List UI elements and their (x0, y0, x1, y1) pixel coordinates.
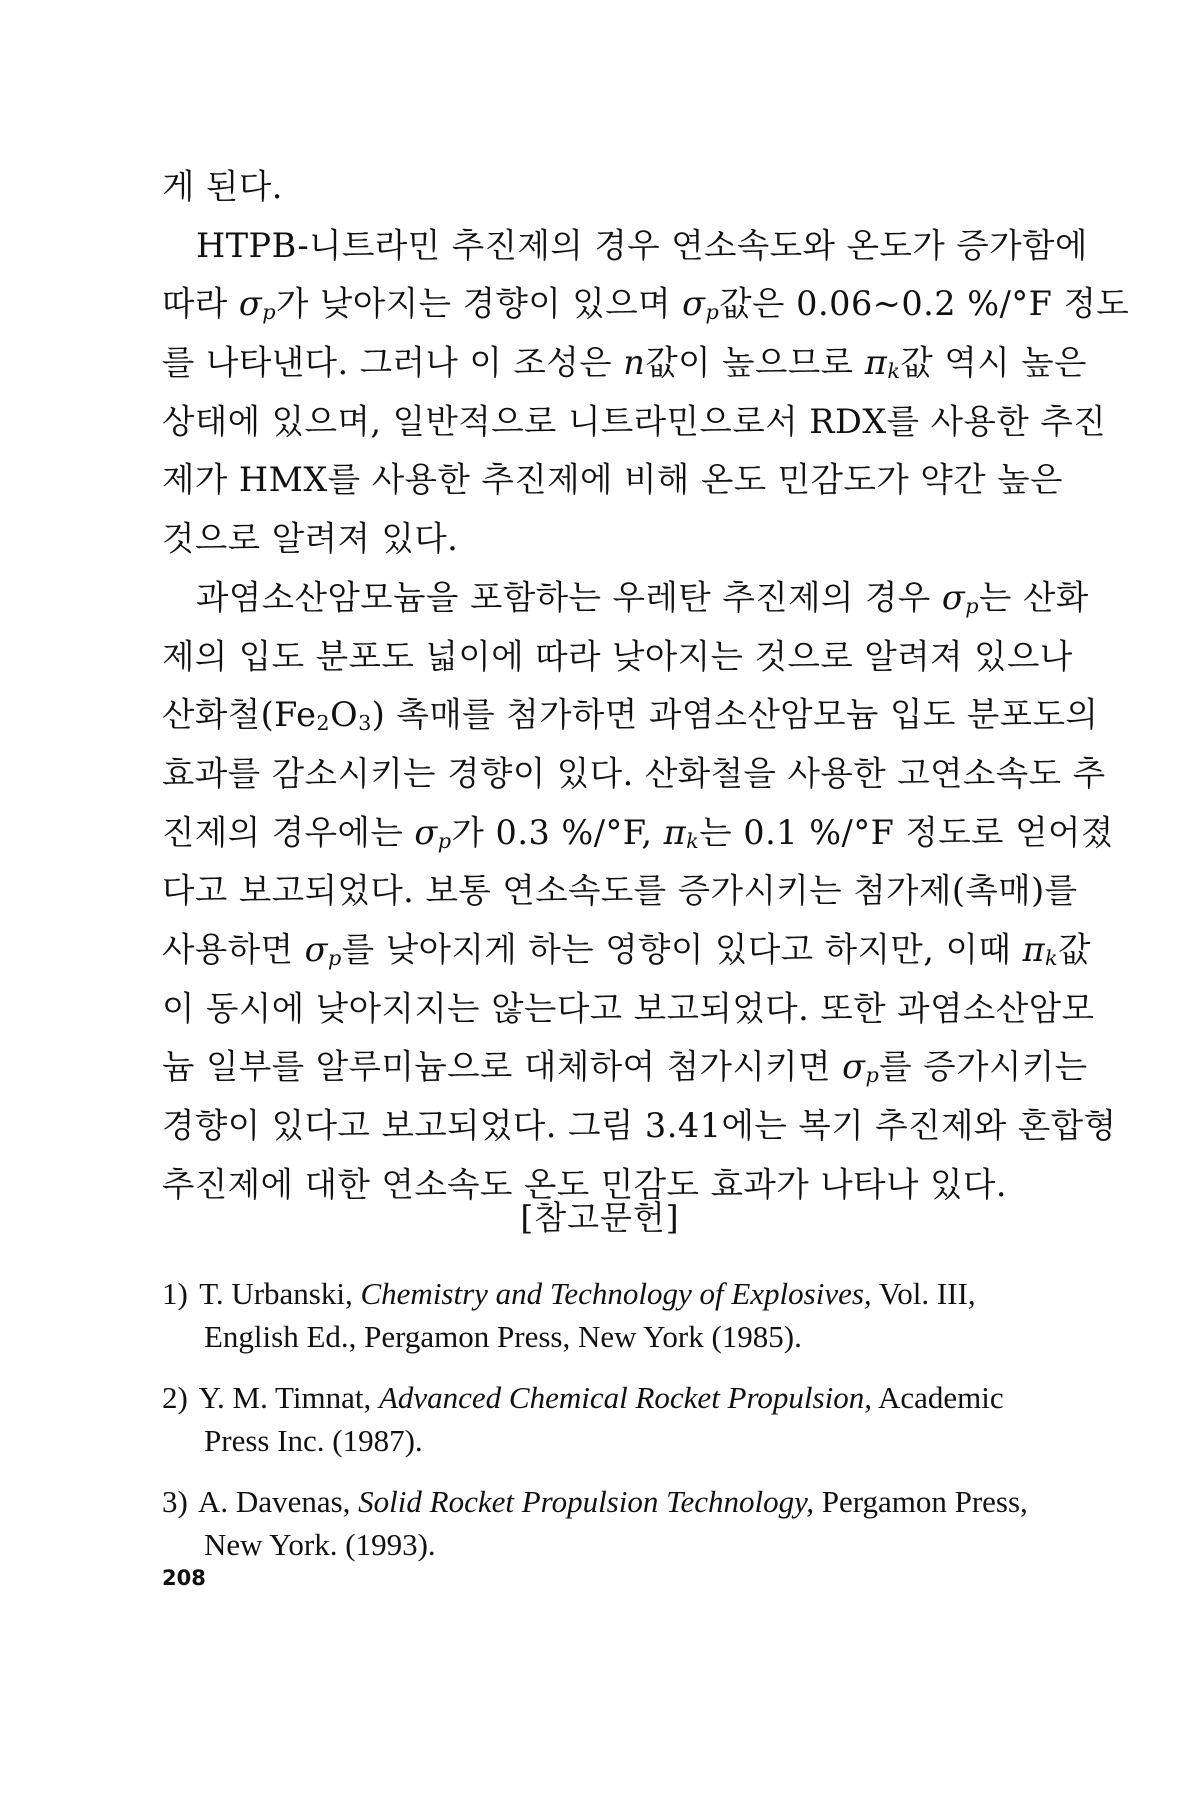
subscript: 2 (316, 711, 331, 736)
text-run: 사용하면 (162, 929, 305, 969)
subscript: p (965, 593, 979, 618)
math-symbol: π (1022, 929, 1045, 969)
text-run: 늄 일부를 알루미늄으로 대체하여 첨가시키면 (162, 1047, 843, 1087)
text-run: O (330, 695, 359, 735)
text-line (162, 451, 1062, 510)
reference-item (162, 1480, 1062, 1566)
reference-number: 3) (162, 1484, 188, 1519)
text-line (162, 334, 1088, 393)
text-run: 게 된다. (162, 167, 283, 206)
text-line (162, 158, 1062, 217)
body-paragraphs (162, 158, 1130, 1214)
text-run: 는 0.1 %/°F 정도로 얻어졌 (699, 812, 1114, 852)
reference-author: T. Urbanski, (199, 1276, 353, 1311)
text-run: 가 낮아지는 경향이 있으며 (276, 284, 683, 324)
text-run: 추진제에 대한 연소속도 온도 민감도 효과가 나타나 있다. (162, 1164, 1007, 1204)
subscript: k (686, 828, 700, 853)
reference-continuation: New York. (1993). (204, 1527, 436, 1562)
text-run: 값은 0.06∼0.2 %/°F 정도 (719, 284, 1130, 324)
text-line (162, 980, 1095, 1039)
text-line (162, 275, 1130, 334)
text-run: 를 낮아지게 하는 영향이 있다고 하지만, 이때 (341, 929, 1023, 969)
text-run: 산화철(Fe (162, 695, 317, 735)
text-run: 진제의 경우에는 (162, 812, 415, 852)
text-run: 값이 높으므로 (645, 343, 865, 383)
reference-item (162, 1376, 1062, 1462)
text-run: 이 동시에 낮아지지는 않는다고 보고되었다. 또한 과염소산암모 (162, 988, 1095, 1028)
subscript: k (1044, 946, 1059, 971)
subscript: 3 (358, 711, 372, 736)
text-run: 과염소산암모늄을 포함하는 우레탄 추진제의 경우 (162, 577, 942, 617)
math-symbol: σ (842, 1047, 866, 1087)
text-run: 상태에 있으며, 일반적으로 니트라민으로서 RDX를 사용한 추진 (162, 401, 1107, 441)
text-run: 효과를 감소시키는 경향이 있다. 산화철을 사용한 고연소속도 추 (162, 753, 1106, 793)
text-run: 다고 보고되었다. 보통 연소속도를 증가시키는 첨가제(촉매)를 (162, 871, 1078, 911)
references-list (162, 1272, 1062, 1584)
subscript: k (887, 359, 901, 384)
text-run: 를 나타낸다. 그러나 이 조성은 (162, 343, 624, 383)
math-symbol: σ (414, 812, 438, 852)
math-symbol: π (864, 343, 888, 383)
text-run: 제의 입도 분포도 넓이에 따라 낮아지는 것으로 알려져 있으나 (162, 636, 1073, 676)
references-heading: [참고문헌] (520, 1198, 680, 1237)
reference-continuation: Press Inc. (1987). (204, 1423, 423, 1458)
math-symbol: σ (941, 577, 966, 617)
text-run: 는 산화 (979, 577, 1089, 617)
reference-author: Y. M. Timnat, (198, 1380, 372, 1415)
text-line (162, 628, 1073, 687)
reference-title: Solid Rocket Propulsion Technology, (358, 1484, 814, 1519)
text-line (162, 745, 1106, 804)
text-line (162, 510, 1062, 569)
reference-item (162, 1272, 1062, 1358)
text-line (162, 686, 1099, 745)
math-symbol: σ (304, 929, 328, 969)
text-line (162, 1097, 1117, 1156)
reference-number: 1) (162, 1276, 188, 1311)
text-run: 를 증가시키는 (879, 1047, 1088, 1087)
reference-continuation: English Ed., Pergamon Press, New York (1985). (204, 1319, 802, 1354)
subscript: p (705, 300, 720, 325)
reference-title: Advanced Chemical Rocket Propulsion, (378, 1380, 872, 1415)
text-line (162, 393, 1107, 452)
text-run: ) 촉매를 첨가하면 과염소산암모늄 입도 분포도의 (371, 695, 1099, 735)
text-run: 따라 (162, 284, 239, 324)
reference-number: 2) (162, 1380, 188, 1415)
text-line (162, 217, 1088, 276)
math-symbol: σ (238, 284, 263, 324)
math-symbol: σ (682, 284, 706, 324)
reference-author: A. Davenas, (198, 1484, 351, 1519)
text-run: 값 (1058, 929, 1091, 969)
subscript: p (262, 300, 277, 325)
subscript: p (437, 828, 452, 853)
text-run: 값 역시 높은 (900, 343, 1088, 383)
text-run: 경향이 있다고 보고되었다. 그림 3.41에는 복기 추진제와 혼합형 (162, 1106, 1117, 1145)
reference-details: Pergamon Press, (821, 1484, 1028, 1519)
text-line (162, 1038, 1088, 1097)
text-line (162, 921, 1091, 980)
reference-title: Chemistry and Technology of Explosives, (360, 1276, 872, 1311)
text-line (162, 804, 1114, 863)
subscript: p (327, 946, 342, 971)
page-number: 208 (162, 1566, 206, 1590)
math-symbol: n (623, 343, 646, 383)
text-run: 것으로 알려져 있다. (162, 519, 459, 559)
text-run: 제가 HMX를 사용한 추진제에 비해 온도 민감도가 약간 높은 (162, 460, 1063, 500)
math-symbol: π (663, 812, 687, 852)
text-run: HTPB-니트라민 추진제의 경우 연소속도와 온도가 증가함에 (162, 225, 1088, 265)
text-line (162, 569, 1089, 628)
subscript: p (865, 1063, 880, 1088)
reference-details: Academic (878, 1380, 1004, 1415)
text-line (162, 862, 1078, 921)
text-run: 가 0.3 %/°F, (451, 812, 664, 852)
reference-details: Vol. III, (878, 1276, 976, 1311)
